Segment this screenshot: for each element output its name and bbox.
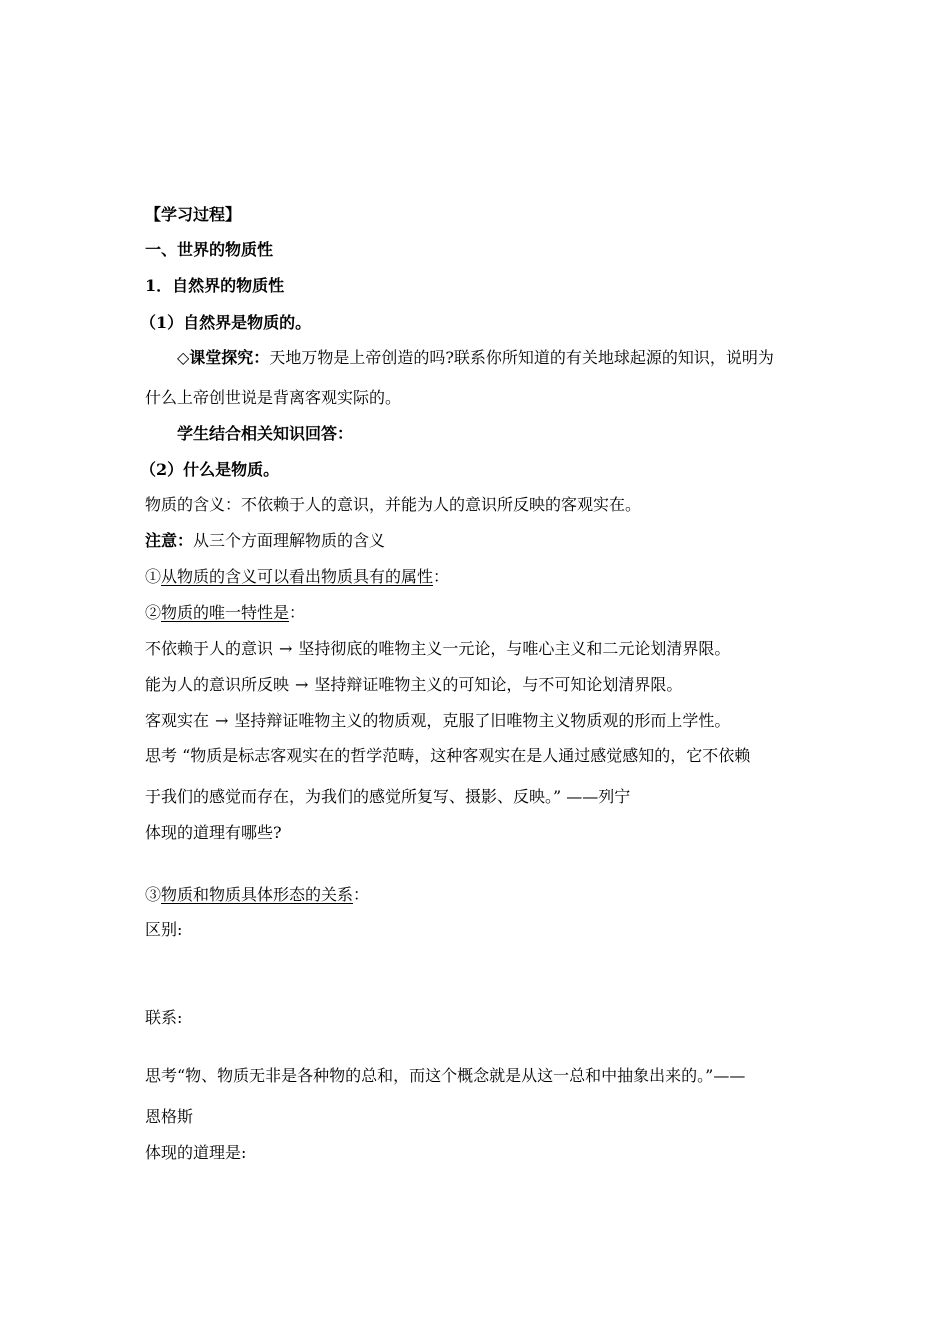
think-1-line1: 思考 “物质是标志客观实在的哲学范畴，这种客观实在是人通过感觉感知的，它不依赖 <box>145 746 751 765</box>
think-2-line1: 思考“物、物质无非是各种物的总和，而这个概念就是从这一总和中抽象出来的。”—— <box>145 1066 746 1085</box>
matter-meaning: 物质的含义：不依赖于人的意识，并能为人的意识所反映的客观实在。 <box>145 495 642 514</box>
item-3-colon: ： <box>353 885 370 904</box>
relation-left: 能为人的意识所反映 <box>145 675 290 694</box>
item-3-number: ③ <box>145 885 162 904</box>
item-1-text: 从物质的含义可以看出物质具有的属性 <box>161 567 434 586</box>
explore-paragraph-line1 <box>177 348 774 368</box>
item-2 <box>145 603 305 623</box>
relation-row-1 <box>145 639 730 659</box>
arrow-right-icon: → <box>279 639 293 658</box>
connection-label: 联系: <box>145 1008 183 1027</box>
point-title-1: （1）自然界是物质的。 <box>140 313 312 332</box>
think-2-question: 体现的道理是: <box>145 1143 247 1162</box>
subsection-title-1: 1．自然界的物质性 <box>145 276 285 295</box>
relation-right: 坚持辩证唯物主义的可知论，与不可知论划清界限。 <box>314 675 683 694</box>
relation-row-2 <box>145 675 682 695</box>
relation-left: 客观实在 <box>145 711 210 730</box>
arrow-right-icon: → <box>215 711 229 730</box>
item-1-colon: ： <box>433 567 450 586</box>
arrow-right-icon: → <box>295 675 309 694</box>
difference-label: 区别: <box>145 920 183 939</box>
heading-learning-process: 【学习过程】 <box>145 205 242 224</box>
students-answer: 学生结合相关知识回答： <box>177 424 354 443</box>
explore-label: ◇课堂探究： <box>177 348 270 367</box>
note-line <box>145 531 385 551</box>
explore-text-1: 天地万物是上帝创造的吗?联系你所知道的有关地球起源的知识，说明为 <box>269 348 774 367</box>
item-1-number: ① <box>145 567 162 586</box>
explore-paragraph-line2: 什么上帝创世说是背离客观实际的。 <box>145 388 402 407</box>
section-title-1: 一、世界的物质性 <box>145 240 274 259</box>
item-1 <box>145 567 449 587</box>
item-3 <box>145 885 369 905</box>
note-label: 注意： <box>145 531 194 550</box>
relation-left: 不依赖于人的意识 <box>145 639 274 658</box>
item-2-number: ② <box>145 603 162 622</box>
point-title-2: （2）什么是物质。 <box>140 460 280 479</box>
relation-row-3 <box>145 711 730 731</box>
item-2-text: 物质的唯一特性是 <box>161 603 290 622</box>
item-3-text: 物质和物质具体形态的关系 <box>161 885 354 904</box>
note-text: 从三个方面理解物质的含义 <box>193 531 386 550</box>
think-1-question: 体现的道理有哪些? <box>145 823 282 842</box>
item-2-colon: ： <box>289 603 306 622</box>
relation-right: 坚持彻底的唯物主义一元论，与唯心主义和二元论划清界限。 <box>298 639 731 658</box>
think-2-line2: 恩格斯 <box>145 1107 194 1126</box>
think-1-line2: 于我们的感觉而存在，为我们的感觉所复写、摄影、反映。” ——列宁 <box>145 787 631 806</box>
relation-right: 坚持辩证唯物主义的物质观，克服了旧唯物主义物质观的形而上学性。 <box>234 711 731 730</box>
